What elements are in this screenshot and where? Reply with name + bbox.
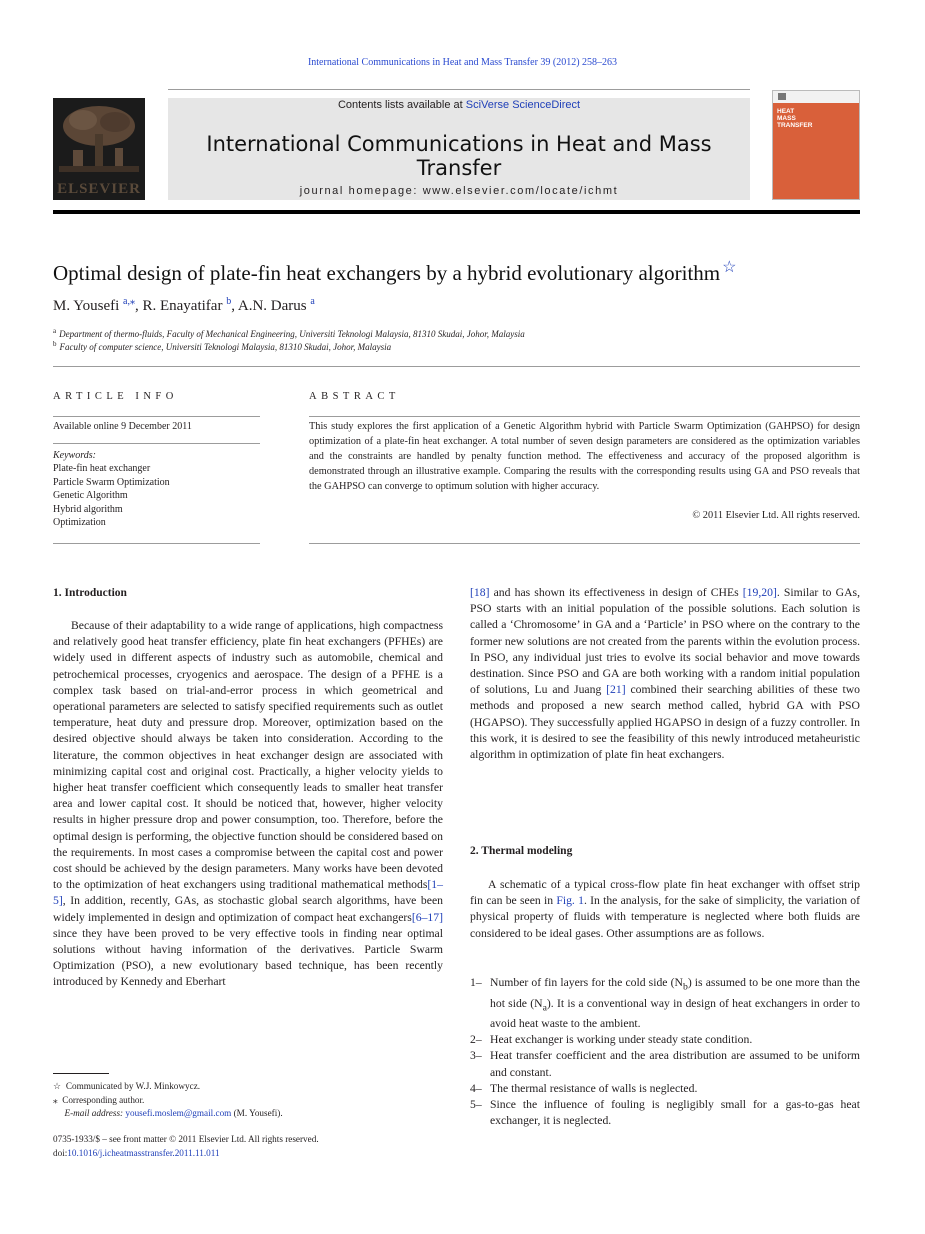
assumption-number: 3–	[470, 1049, 482, 1063]
article-title-text: Optimal design of plate-fin heat exchangers by a hybrid evolutionary algorithm	[53, 261, 721, 285]
intro-text: combined their searching abilities of these two methods and proposed a new search method called, hybrid GA with PSO (HGAPSO). They successfully applied HGAPSO in design of a fuzzy controller. In this work, it is desired to see the feasibility of this newly introduced metaheuristic algorithm in optimization of plate fin heat exchangers.	[470, 683, 860, 762]
affiliation-label: b	[53, 340, 57, 348]
figure-link[interactable]: Fig. 1	[556, 894, 584, 908]
author-name[interactable]: M. Yousefi	[53, 298, 120, 314]
affiliation-text: Department of thermo-fluids, Faculty of Mechanical Engineering, Universiti Teknologi Malaysia, 81310 Skudai, Johor, Malaysia	[59, 329, 525, 339]
contents-line	[168, 99, 750, 111]
elsevier-wordmark: ELSEVIER	[57, 181, 141, 197]
title-footnote-star-icon[interactable]: ☆	[722, 259, 737, 276]
author-affiliation-mark[interactable]: a,⁎	[123, 296, 135, 307]
footnote-corresponding	[53, 1095, 144, 1106]
subscript: a	[542, 1001, 547, 1013]
keyword-item: Genetic Algorithm	[53, 490, 128, 502]
footnote-communicated	[53, 1081, 200, 1092]
affiliation-a	[53, 327, 525, 339]
journal-homepage[interactable]: journal homepage: www.elsevier.com/locate/ichmt	[299, 185, 619, 197]
keyword-item: Hybrid algorithm	[53, 503, 123, 515]
affiliation-b	[53, 340, 391, 352]
doi-line	[53, 1148, 220, 1158]
article-info-rule	[53, 416, 260, 417]
assumption-item	[470, 1032, 860, 1048]
issn-line: 0735-1933/$ – see front matter © 2011 Elsevier Ltd. All rights reserved.	[53, 1134, 319, 1144]
keywords-heading: Keywords:	[53, 450, 96, 461]
thermal-paragraph	[470, 877, 860, 942]
introduction-paragraph	[53, 618, 443, 991]
intro-text: . Similar to GAs, PSO starts with an initial population of the possible solutions. Each solution is called a ‘Chromosome’ in GA and a ‘Particle’ in PSO where on the contrary to the former new solutions are not created from the parents within the evolution process. In PSO, any individual just tries to evolve its social behavior and move towards destination. Since PSO and GA are both working with a random initial population of solutions, Lu and Juang	[470, 586, 860, 697]
cover-logo-icon	[778, 93, 786, 100]
journal-header-box	[168, 98, 750, 200]
abstract-copyright: © 2011 Elsevier Ltd. All rights reserved.	[692, 510, 860, 521]
assumption-text: Since the influence of fouling is negligibly small for a gas-to-gas heat exchanger, it is neglected.	[490, 1098, 860, 1128]
article-info-rule	[53, 543, 260, 544]
keywords-block	[53, 449, 170, 529]
reference-link[interactable]: [19,20]	[742, 586, 777, 599]
sciencedirect-link[interactable]: SciVerse ScienceDirect	[465, 99, 581, 111]
footnote-text: Communicated by W.J. Minkowycz.	[65, 1081, 201, 1091]
abstract-text: This study explores the first application of a Genetic Algorithm hybrid with Particle Swarm Optimization (GAHPSO) for design optimization of a plate-fin heat exchanger. A total number of seven design parameters are considered as the optimization variables and the constraints are handled by penalty function method. The effectiveness and accuracy of the proposed algorithm is demonstrated through an illustrative example. Comparing the results with the corresponding results using GA and PSO reveals that the GAHPSO can converge to optimum solution with higher accuracy.	[309, 421, 860, 492]
assumption-text: The thermal resistance of walls is neglected.	[490, 1081, 698, 1095]
assumption-item	[470, 1048, 860, 1080]
assumption-number: 4–	[470, 1081, 482, 1095]
article-title	[53, 257, 736, 286]
keyword-item: Particle Swarm Optimization	[53, 476, 170, 488]
assumption-number: 1–	[470, 976, 482, 989]
author-affiliation-mark[interactable]: b	[226, 296, 232, 307]
keyword-item: Optimization	[53, 517, 106, 529]
header-top-rule	[168, 89, 750, 90]
cover-title-line: HEAT	[777, 108, 795, 115]
assumption-item	[470, 1097, 860, 1129]
author-email-link[interactable]: yousefi.moslem@gmail.com	[125, 1108, 232, 1118]
thermal-text: A schematic of a typical cross-flow plate fin heat exchanger with offset strip fin can be seen in	[470, 878, 860, 908]
assumption-item	[470, 1081, 860, 1097]
footnote-rule	[53, 1073, 109, 1074]
footnote-star-icon: ☆	[53, 1081, 62, 1091]
email-label: E-mail address:	[64, 1108, 126, 1118]
keyword-item: Plate-fin heat exchanger	[53, 463, 151, 475]
header-thick-rule	[53, 210, 860, 214]
contents-prefix: Contents lists available at	[337, 99, 466, 111]
assumption-text: ) is assumed to be one more than the hot side (N	[490, 976, 860, 1010]
abstract-rule	[309, 543, 860, 544]
footnote-text: Corresponding author.	[62, 1095, 145, 1105]
thermal-text: . In the analysis, for the sake of simplicity, the variation of physical property of fluids with temperature is neglected where both fluids are considered to be ideal gases. Other assumptions are as follows.	[470, 894, 861, 940]
elsevier-tree-icon	[59, 104, 139, 172]
author-list: M. Yousefi $^{a,⁎}$, R. Enayatifar $^b$, A.N. Darus $^a$	[53, 296, 315, 314]
cover-title	[777, 108, 857, 129]
affiliation-text: Faculty of computer science, Universiti Teknologi Malaysia, 81310 Skudai, Johor, Malaysia	[59, 342, 392, 352]
available-online-date: Available online 9 December 2011	[53, 421, 192, 432]
reference-link[interactable]: [18]	[470, 586, 490, 599]
assumptions-list	[470, 975, 860, 1129]
assumption-number: 5–	[470, 1098, 482, 1112]
journal-citation-link[interactable]: International Communications in Heat and Mass Transfer 39 (2012) 258–263	[307, 57, 618, 68]
intro-text: Because of their adaptability to a wide range of applications, high compactness and relatively good heat transfer efficiency, plate fin heat exchangers (PFHEs) are widely used in different aspects of industry such as automobile, chemical and petrochemical processes, cryogenics and aerospace. The design of a PFHE is a complex task based on trial-and-error process in which geometrical and operational parameters are selected to satisfy specified requirements such as outlet temperature, heat duty and pressure drop. Moreover, optimization based on the desired objective should always be taken into consideration. According to the literature, the common objectives in heat exchanger design are associated with minimizing capital cost and original cost. Practically, a higher velocity yields to higher heat transfer coefficient which consequently leads to smaller heat transfer area and lower capital cost. It should be noticed that, however, higher velocity results in higher pressure drop and power consumption, too. Therefore, before the optimal design is performing, the objective function should be considered based on the requirements. In most cases a compromise between the capital cost and power cost should be achieved by the design parameters. Many works have been devoted to the optimization of heat exchangers using traditional mathematical methods	[53, 619, 443, 892]
article-info-rule	[53, 443, 260, 444]
intro-text: and has shown its effectiveness in design of CHEs	[489, 586, 743, 599]
assumption-text: Heat transfer coefficient and the area distribution are assumed to be uniform and constant.	[490, 1049, 860, 1079]
journal-cover-thumbnail	[772, 90, 860, 200]
journal-title: International Communications in Heat and Mass Transfer	[206, 132, 712, 180]
article-info-heading: ARTICLE INFO	[53, 391, 178, 402]
doi-prefix: doi:	[53, 1148, 68, 1158]
assumption-number: 2–	[470, 1033, 482, 1047]
assumption-text: ). It is a conventional way in design of heat exchangers in order to avoid heat waste to the ambient.	[490, 996, 860, 1031]
affiliation-label: a	[53, 327, 57, 335]
assumption-text: Number of fin layers for the cold side (N	[490, 976, 683, 989]
reference-link[interactable]: [6–17]	[411, 910, 443, 924]
reference-link[interactable]: [21]	[606, 683, 626, 697]
reference-link[interactable]: [1–5]	[53, 878, 443, 908]
cover-title-line: MASS	[777, 115, 796, 122]
introduction-heading: 1. Introduction	[53, 587, 127, 599]
footnote-asterisk-icon: ⁎	[53, 1095, 58, 1105]
author-name[interactable]: R. Enayatifar	[142, 298, 223, 314]
footnote-email	[53, 1108, 283, 1118]
cover-title-line: TRANSFER	[777, 122, 813, 129]
section-divider	[53, 366, 860, 367]
abstract-heading: ABSTRACT	[309, 391, 400, 402]
abstract-rule	[309, 416, 860, 417]
author-affiliation-mark[interactable]: a	[310, 296, 315, 307]
assumption-text: Heat exchanger is working under steady state condition.	[490, 1033, 753, 1047]
introduction-continued	[470, 585, 860, 763]
intro-text: , In addition, recently, GAs, as stochastic global search algorithms, have been widely implemented in design and optimization of compact heat exchangers	[53, 894, 443, 924]
doi-link[interactable]: 10.1016/j.icheatmasstransfer.2011.11.011	[67, 1148, 220, 1158]
assumption-item	[470, 975, 860, 1032]
author-name[interactable]: A.N. Darus	[237, 298, 307, 314]
intro-text: since they have been proved to be very effective tools in finding near optimal solutions without having information of the derivatives. Particle Swarm Optimization (PSO), a new evolutionary based technique, has been recently introduced by Kennedy and Eberhart	[53, 926, 443, 989]
subscript: b	[682, 981, 688, 993]
elsevier-logo	[53, 98, 145, 200]
footnote-text: (M. Yousefi).	[231, 1108, 283, 1118]
thermal-modeling-heading: 2. Thermal modeling	[470, 845, 573, 857]
